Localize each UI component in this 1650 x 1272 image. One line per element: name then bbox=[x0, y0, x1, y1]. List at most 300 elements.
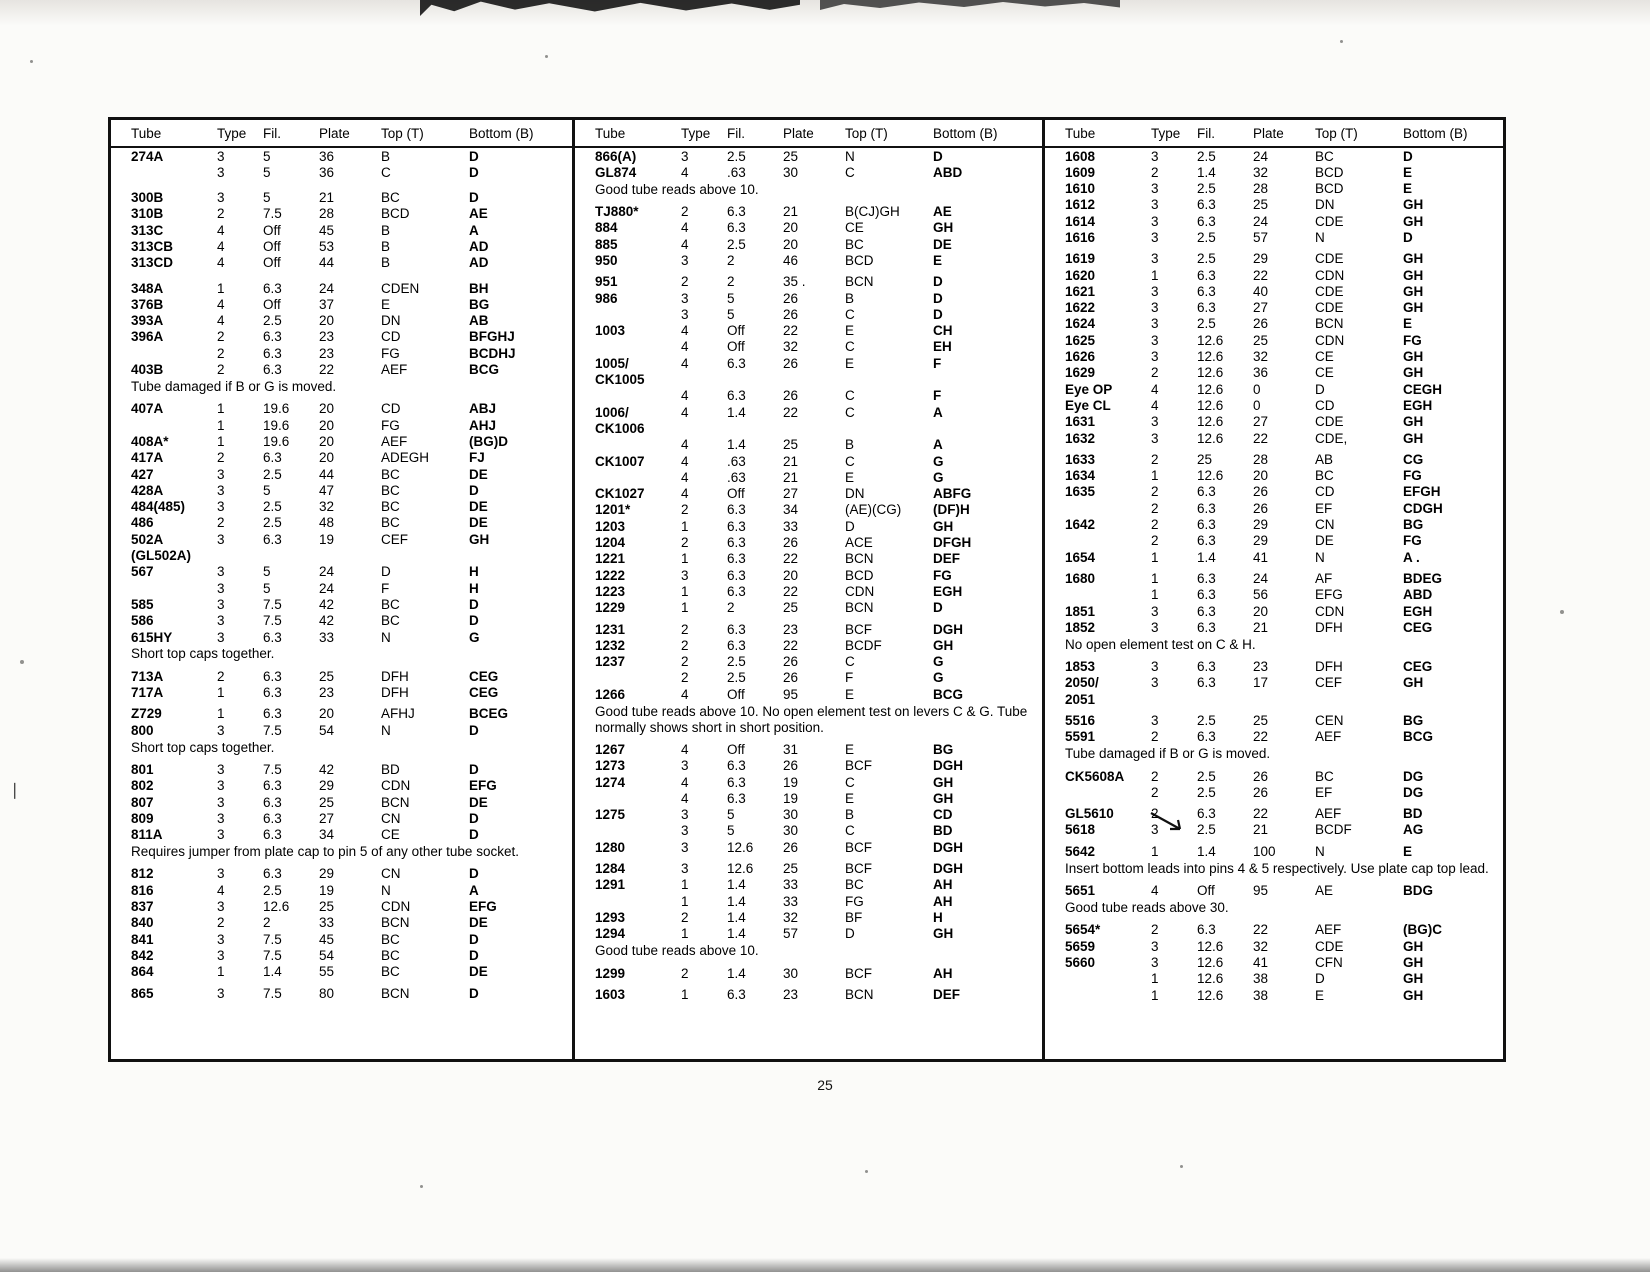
cell-plate: 47 bbox=[319, 482, 335, 498]
cell-type: 2 bbox=[681, 909, 689, 925]
cell-tube: 1232 bbox=[595, 637, 626, 653]
cell-top: EF bbox=[1315, 784, 1333, 800]
cell-bottom: D bbox=[469, 148, 479, 164]
cell-bottom: DEF bbox=[933, 551, 960, 567]
cell-type: 2 bbox=[1151, 517, 1159, 533]
cell-top: BCN bbox=[845, 274, 874, 290]
cell-bottom: AH bbox=[933, 893, 953, 909]
cell-bottom: GH bbox=[1403, 283, 1424, 299]
cell-plate: 22 bbox=[1253, 922, 1269, 938]
table-row bbox=[1045, 570, 1503, 586]
cell-top: CN bbox=[381, 810, 401, 826]
table-row bbox=[575, 893, 1042, 909]
table-row bbox=[111, 147, 572, 164]
table-row bbox=[575, 518, 1042, 534]
cell-plate: 25 bbox=[319, 668, 335, 684]
cell-top: EF bbox=[1315, 500, 1333, 516]
cell-tube bbox=[575, 893, 681, 909]
cell-plate: 21 bbox=[783, 204, 799, 220]
cell-plate: 30 bbox=[783, 164, 799, 180]
cell-bottom: DE bbox=[469, 794, 488, 810]
cell-fil: 6.3 bbox=[263, 280, 282, 296]
cell-type bbox=[1151, 691, 1197, 707]
cell-plate: 21 bbox=[783, 469, 799, 485]
cell-plate: 36 bbox=[1253, 365, 1269, 381]
cell-tube bbox=[111, 580, 217, 596]
cell-type: 3 bbox=[681, 252, 689, 268]
cell-plate: 27 bbox=[1253, 300, 1269, 316]
cell-top: N bbox=[845, 148, 855, 164]
cell-bottom: D bbox=[933, 306, 943, 322]
table-row bbox=[111, 164, 572, 180]
cell-fil: 6.3 bbox=[1197, 619, 1216, 635]
cell-bottom: D bbox=[469, 482, 479, 498]
cell-bottom: AG bbox=[1403, 822, 1424, 838]
cell-type: 3 bbox=[217, 596, 225, 612]
cell-type: 4 bbox=[681, 220, 689, 236]
cell-bottom: BH bbox=[469, 280, 489, 296]
cell-bottom: AD bbox=[469, 238, 489, 254]
cell-tube: 1614 bbox=[1065, 213, 1096, 229]
cell-plate: 24 bbox=[1253, 570, 1269, 586]
table-row bbox=[1045, 381, 1503, 397]
cell-type: 4 bbox=[681, 742, 689, 757]
cell-type: 3 bbox=[1151, 675, 1159, 691]
cell-type: 2 bbox=[217, 668, 225, 684]
cell-fil: Off bbox=[1197, 883, 1215, 899]
cell-bottom: GH bbox=[1403, 267, 1424, 283]
cell-type: 3 bbox=[1151, 300, 1159, 316]
table-row bbox=[575, 839, 1042, 855]
cell-plate: 25 bbox=[783, 861, 799, 877]
table-row bbox=[111, 482, 572, 498]
cell-top: D bbox=[381, 564, 391, 580]
cell-type: 1 bbox=[1151, 267, 1159, 283]
cell-bottom: D bbox=[469, 762, 479, 777]
cell-type: 2 bbox=[681, 274, 689, 290]
cell-plate: 24 bbox=[319, 580, 335, 596]
cell-plate: 26 bbox=[783, 654, 799, 670]
cell-type: 2 bbox=[1151, 922, 1159, 938]
cell-tube: 1654 bbox=[1065, 549, 1096, 565]
cell-type: 3 bbox=[1151, 430, 1159, 446]
tube-table-2 bbox=[575, 120, 1042, 1003]
cell-fil: 6.3 bbox=[263, 668, 282, 684]
cell-fil: 6.3 bbox=[1197, 484, 1216, 500]
cell-top: D bbox=[845, 926, 855, 942]
cell-type: 1 bbox=[217, 433, 225, 449]
cell-plate: 42 bbox=[319, 596, 335, 612]
cell-tube: 5642 bbox=[1065, 843, 1096, 859]
column-header-top: Top (T) bbox=[845, 126, 888, 141]
cell-plate: 45 bbox=[319, 222, 335, 238]
cell-top: B bbox=[381, 238, 391, 254]
cell-top: E bbox=[845, 323, 855, 339]
cell-tube: 310B bbox=[131, 206, 164, 222]
cell-plate: 36 bbox=[319, 148, 335, 164]
table-row bbox=[111, 401, 572, 417]
cell-top: BF bbox=[845, 909, 863, 925]
cell-tube: Z729 bbox=[131, 706, 162, 722]
cell-fil: 2.5 bbox=[1197, 181, 1216, 197]
cell-fil: 6.3 bbox=[1197, 806, 1216, 822]
table-row bbox=[111, 362, 572, 378]
cell-fil bbox=[263, 548, 319, 564]
cell-tube: 586 bbox=[131, 613, 154, 629]
table-row bbox=[1045, 332, 1503, 348]
cell-fil: 7.5 bbox=[263, 596, 282, 612]
cell-bottom: DGH bbox=[933, 861, 963, 877]
cell-fil: 6.3 bbox=[263, 329, 282, 345]
cell-top: CDN bbox=[845, 583, 875, 599]
cell-top: CE bbox=[1315, 349, 1334, 365]
cell-bottom: BD bbox=[1403, 806, 1423, 822]
cell-plate: 24 bbox=[319, 564, 335, 580]
cell-type: 3 bbox=[217, 794, 225, 810]
table-row bbox=[111, 433, 572, 449]
cell-fil: 1.4 bbox=[727, 909, 746, 925]
cell-type: 3 bbox=[1151, 659, 1159, 675]
cell-tube: 484(485) bbox=[131, 499, 186, 515]
cell-top: BC bbox=[381, 613, 400, 629]
cell-fil: 6.3 bbox=[263, 629, 282, 645]
cell-fil: 5 bbox=[263, 164, 271, 180]
cell-fil: 12.6 bbox=[1197, 397, 1224, 413]
cell-tube: 1621 bbox=[1065, 283, 1096, 299]
cell-type: 4 bbox=[681, 486, 689, 502]
cell-fil: 12.6 bbox=[1197, 365, 1224, 381]
cell-fil: 12.6 bbox=[1197, 349, 1224, 365]
table-note-row bbox=[1045, 899, 1503, 917]
cell-bottom: GH bbox=[933, 790, 954, 806]
cell-tube: 950 bbox=[595, 252, 618, 268]
cell-fil: 6.3 bbox=[727, 388, 746, 404]
cell-plate: 25 bbox=[1253, 332, 1269, 348]
cell-type: 3 bbox=[681, 567, 689, 583]
cell-top: BCD bbox=[1315, 164, 1344, 180]
cell-plate: 33 bbox=[783, 877, 799, 893]
cell-tube: 502A bbox=[131, 531, 164, 547]
cell-top: ACE bbox=[845, 535, 873, 551]
cell-fil: 2.5 bbox=[263, 313, 282, 329]
cell-bottom: A . bbox=[1403, 549, 1420, 565]
cell-bottom: GH bbox=[1403, 987, 1424, 1003]
cell-type: 3 bbox=[1151, 229, 1159, 245]
cell-plate: 25 bbox=[783, 600, 799, 616]
cell-fil: 12.6 bbox=[1197, 971, 1224, 987]
column-header-tube: Tube bbox=[1065, 126, 1096, 141]
cell-tube: 1006/ bbox=[595, 404, 629, 420]
cell-type: 3 bbox=[217, 148, 225, 164]
cell-fil: 6.3 bbox=[727, 774, 746, 790]
cell-type: 1 bbox=[1151, 843, 1159, 859]
table-row bbox=[111, 206, 572, 222]
cell-fil: 1.4 bbox=[727, 893, 746, 909]
cell-tube: 428A bbox=[131, 482, 164, 498]
cell-fil: 2 bbox=[263, 915, 271, 931]
cell-plate: 25 bbox=[1253, 197, 1269, 213]
cell-bottom: GH bbox=[1403, 197, 1424, 213]
cell-bottom: DE bbox=[469, 466, 488, 482]
cell-type: 2 bbox=[1151, 500, 1159, 516]
cell-bottom: BCG bbox=[469, 362, 499, 378]
cell-fil: Off bbox=[727, 686, 745, 702]
cell-plate: 23 bbox=[319, 345, 335, 361]
cell-bottom: GH bbox=[1403, 971, 1424, 987]
cell-top: D bbox=[845, 518, 855, 534]
cell-bottom: D bbox=[469, 164, 479, 180]
cell-type: 3 bbox=[217, 531, 225, 547]
cell-tube: 1642 bbox=[1065, 517, 1096, 533]
cell-type: 2 bbox=[1151, 784, 1159, 800]
cell-bottom: AE bbox=[933, 204, 952, 220]
note-text: Tube damaged if B or G is moved. bbox=[1065, 746, 1271, 762]
column-header-bottom: Bottom (B) bbox=[933, 126, 998, 141]
cell-top: CEN bbox=[1315, 713, 1344, 728]
table-row bbox=[1045, 213, 1503, 229]
cell-type: 4 bbox=[681, 355, 689, 371]
cell-top: AFHJ bbox=[381, 706, 415, 722]
cell-top: N bbox=[381, 722, 391, 738]
cell-bottom: ABFG bbox=[933, 486, 972, 502]
table-row bbox=[575, 567, 1042, 583]
cell-type: 4 bbox=[681, 339, 689, 355]
column-header-tube: Tube bbox=[131, 126, 162, 141]
cell-tube bbox=[1045, 587, 1151, 603]
cell-plate: 33 bbox=[783, 518, 799, 534]
cell-type: 2 bbox=[681, 637, 689, 653]
table-note-row bbox=[575, 703, 1042, 737]
cell-plate: 0 bbox=[1253, 397, 1261, 413]
cell-bottom: EGH bbox=[1403, 603, 1433, 619]
cell-tube: 1620 bbox=[1065, 267, 1096, 283]
cell-fil: 6.3 bbox=[263, 531, 282, 547]
cell-tube: 1280 bbox=[595, 839, 626, 855]
table-row bbox=[1045, 500, 1503, 516]
cell-top: DE bbox=[1315, 533, 1334, 549]
cell-plate: 19 bbox=[783, 774, 799, 790]
cell-type: 4 bbox=[681, 453, 689, 469]
table-row bbox=[575, 583, 1042, 599]
cell-plate: 20 bbox=[319, 433, 335, 449]
cell-type: 4 bbox=[1151, 397, 1159, 413]
cell-tube: 809 bbox=[131, 810, 154, 826]
table-row bbox=[575, 404, 1042, 420]
cell-bottom: CH bbox=[933, 323, 953, 339]
cell-type: 1 bbox=[1151, 468, 1159, 484]
cell-top: BCD bbox=[845, 252, 874, 268]
cell-type: 3 bbox=[217, 985, 225, 1001]
cell-fil: 2.5 bbox=[263, 466, 282, 482]
cell-top: BC bbox=[1315, 768, 1334, 784]
cell-plate: 54 bbox=[319, 722, 335, 738]
cell-plate: 19 bbox=[783, 790, 799, 806]
cell-type: 1 bbox=[681, 551, 689, 567]
cell-type: 2 bbox=[217, 450, 225, 466]
table-row bbox=[1045, 587, 1503, 603]
cell-type: 3 bbox=[681, 758, 689, 774]
cell-tube bbox=[1045, 533, 1151, 549]
table-row bbox=[1045, 675, 1503, 691]
cell-bottom: GH bbox=[1403, 414, 1424, 430]
table-row bbox=[111, 313, 572, 329]
cell-bottom: GH bbox=[1403, 675, 1424, 691]
cell-tube: 1221 bbox=[595, 551, 626, 567]
cell-top: CDEN bbox=[381, 280, 420, 296]
cell-tube: 1680 bbox=[1065, 570, 1096, 586]
cell-tube: 393A bbox=[131, 313, 164, 329]
column-header-type: Type bbox=[217, 126, 247, 141]
cell-tube: 585 bbox=[131, 596, 154, 612]
cell-bottom: A bbox=[469, 882, 479, 898]
note-text: Good tube reads above 10. bbox=[595, 181, 759, 197]
cell-top: N bbox=[381, 629, 391, 645]
cell-plate: 20 bbox=[783, 236, 799, 252]
cell-top: C bbox=[845, 774, 855, 790]
cell-fil: .63 bbox=[727, 164, 746, 180]
cell-tube: 864 bbox=[131, 964, 154, 980]
cell-fil: 6.3 bbox=[1197, 533, 1216, 549]
table-row bbox=[111, 238, 572, 254]
cell-type: 3 bbox=[217, 482, 225, 498]
cell-plate: 26 bbox=[783, 670, 799, 686]
cell-fil: 6.3 bbox=[263, 794, 282, 810]
cell-type: 4 bbox=[217, 313, 225, 329]
cell-top bbox=[1315, 691, 1403, 707]
cell-bottom: E bbox=[1403, 164, 1413, 180]
cell-type: 2 bbox=[1151, 451, 1159, 467]
cell-fil: 5 bbox=[727, 807, 735, 823]
cell-tube: 865 bbox=[131, 985, 154, 1001]
cell-plate: 25 bbox=[783, 148, 799, 164]
table-row bbox=[1045, 267, 1503, 283]
cell-bottom: D bbox=[469, 985, 479, 1001]
cell-fil: 6.3 bbox=[727, 502, 746, 518]
scan-speck bbox=[545, 55, 548, 58]
cell-tube: 1634 bbox=[1065, 468, 1096, 484]
cell-plate: 38 bbox=[1253, 987, 1269, 1003]
cell-fil: 6.3 bbox=[263, 866, 282, 882]
cell-bottom: EFG bbox=[469, 899, 497, 915]
cell-type: 3 bbox=[217, 466, 225, 482]
cell-top: DFH bbox=[1315, 619, 1343, 635]
scan-speck bbox=[20, 660, 24, 664]
cell-plate: 44 bbox=[319, 255, 335, 271]
cell-type: 3 bbox=[217, 762, 225, 777]
cell-type: 2 bbox=[1151, 164, 1159, 180]
cell-plate: 26 bbox=[783, 355, 799, 371]
cell-fil: 6.3 bbox=[727, 551, 746, 567]
cell-tube: 1201* bbox=[595, 502, 631, 518]
cell-fil: 1.4 bbox=[263, 964, 282, 980]
table-spacer-row bbox=[111, 271, 572, 280]
cell-type bbox=[681, 420, 727, 436]
cell-top: BC bbox=[1315, 468, 1334, 484]
cell-type: 4 bbox=[217, 296, 225, 312]
cell-top: C bbox=[845, 823, 855, 839]
cell-top: BC bbox=[381, 947, 400, 963]
cell-plate: 20 bbox=[783, 567, 799, 583]
cell-plate: 20 bbox=[319, 417, 335, 433]
table-note-row bbox=[575, 942, 1042, 960]
cell-fil: 2.5 bbox=[263, 499, 282, 515]
cell-top: AEF bbox=[1315, 806, 1342, 822]
cell-bottom: G bbox=[469, 629, 480, 645]
cell-plate: 22 bbox=[1253, 806, 1269, 822]
cell-fil: 6.3 bbox=[727, 621, 746, 637]
cell-tube: 1616 bbox=[1065, 229, 1096, 245]
cell-plate: 22 bbox=[1253, 729, 1269, 745]
cell-type: 3 bbox=[1151, 414, 1159, 430]
cell-top: BCF bbox=[845, 758, 872, 774]
cell-tube bbox=[575, 437, 681, 453]
table-row bbox=[1045, 251, 1503, 267]
cell-plate: 27 bbox=[783, 486, 799, 502]
cell-tube: 5516 bbox=[1065, 713, 1096, 728]
cell-plate: 28 bbox=[1253, 181, 1269, 197]
cell-plate: 41 bbox=[1253, 954, 1269, 970]
table-row bbox=[111, 255, 572, 271]
cell-bottom: GH bbox=[1403, 349, 1424, 365]
table-row bbox=[1045, 147, 1503, 164]
cell-bottom: DEF bbox=[933, 986, 960, 1002]
cell-plate: 26 bbox=[1253, 484, 1269, 500]
table-row bbox=[111, 450, 572, 466]
cell-top: BCN bbox=[381, 794, 410, 810]
cell-fil: 5 bbox=[727, 290, 735, 306]
cell-plate: 54 bbox=[319, 947, 335, 963]
table-row bbox=[575, 469, 1042, 485]
cell-tube: 5651 bbox=[1065, 883, 1096, 899]
cell-fil: 1.4 bbox=[727, 437, 746, 453]
cell-plate: 29 bbox=[1253, 251, 1269, 267]
cell-fil: 6.3 bbox=[727, 583, 746, 599]
cell-tube bbox=[575, 790, 681, 806]
cell-type: 4 bbox=[681, 686, 689, 702]
cell-bottom: (DF)H bbox=[933, 502, 970, 518]
cell-type: 3 bbox=[217, 810, 225, 826]
cell-type: 1 bbox=[1151, 587, 1159, 603]
cell-tube: 811A bbox=[131, 827, 163, 843]
cell-plate: 26 bbox=[1253, 500, 1269, 516]
cell-fil: Off bbox=[263, 238, 281, 254]
cell-type: 4 bbox=[681, 774, 689, 790]
cell-tube: 5618 bbox=[1065, 822, 1096, 838]
cell-top bbox=[381, 548, 469, 564]
cell-tube: 300B bbox=[131, 190, 164, 206]
cell-type: 3 bbox=[681, 839, 689, 855]
cell-plate: 28 bbox=[319, 206, 335, 222]
cell-tube: 274A bbox=[131, 148, 164, 164]
cell-top: CDE bbox=[1315, 283, 1344, 299]
cell-fil: 25 bbox=[1197, 451, 1213, 467]
cell-tube bbox=[111, 345, 217, 361]
cell-fil: 6.3 bbox=[727, 790, 746, 806]
table-row bbox=[575, 274, 1042, 290]
cell-tube: 840 bbox=[131, 915, 154, 931]
cell-tube: (GL502A) bbox=[131, 548, 192, 564]
table-row bbox=[1045, 659, 1503, 675]
cell-plate: 95 bbox=[1253, 883, 1269, 899]
cell-tube: 1626 bbox=[1065, 349, 1096, 365]
cell-fil: 6.3 bbox=[1197, 500, 1216, 516]
cell-type: 2 bbox=[1151, 484, 1159, 500]
cell-top: BC bbox=[1315, 148, 1334, 164]
cell-plate: 19 bbox=[319, 531, 335, 547]
cell-plate: 24 bbox=[1253, 213, 1269, 229]
cell-type: 1 bbox=[1151, 570, 1159, 586]
cell-fil: 5 bbox=[263, 482, 271, 498]
